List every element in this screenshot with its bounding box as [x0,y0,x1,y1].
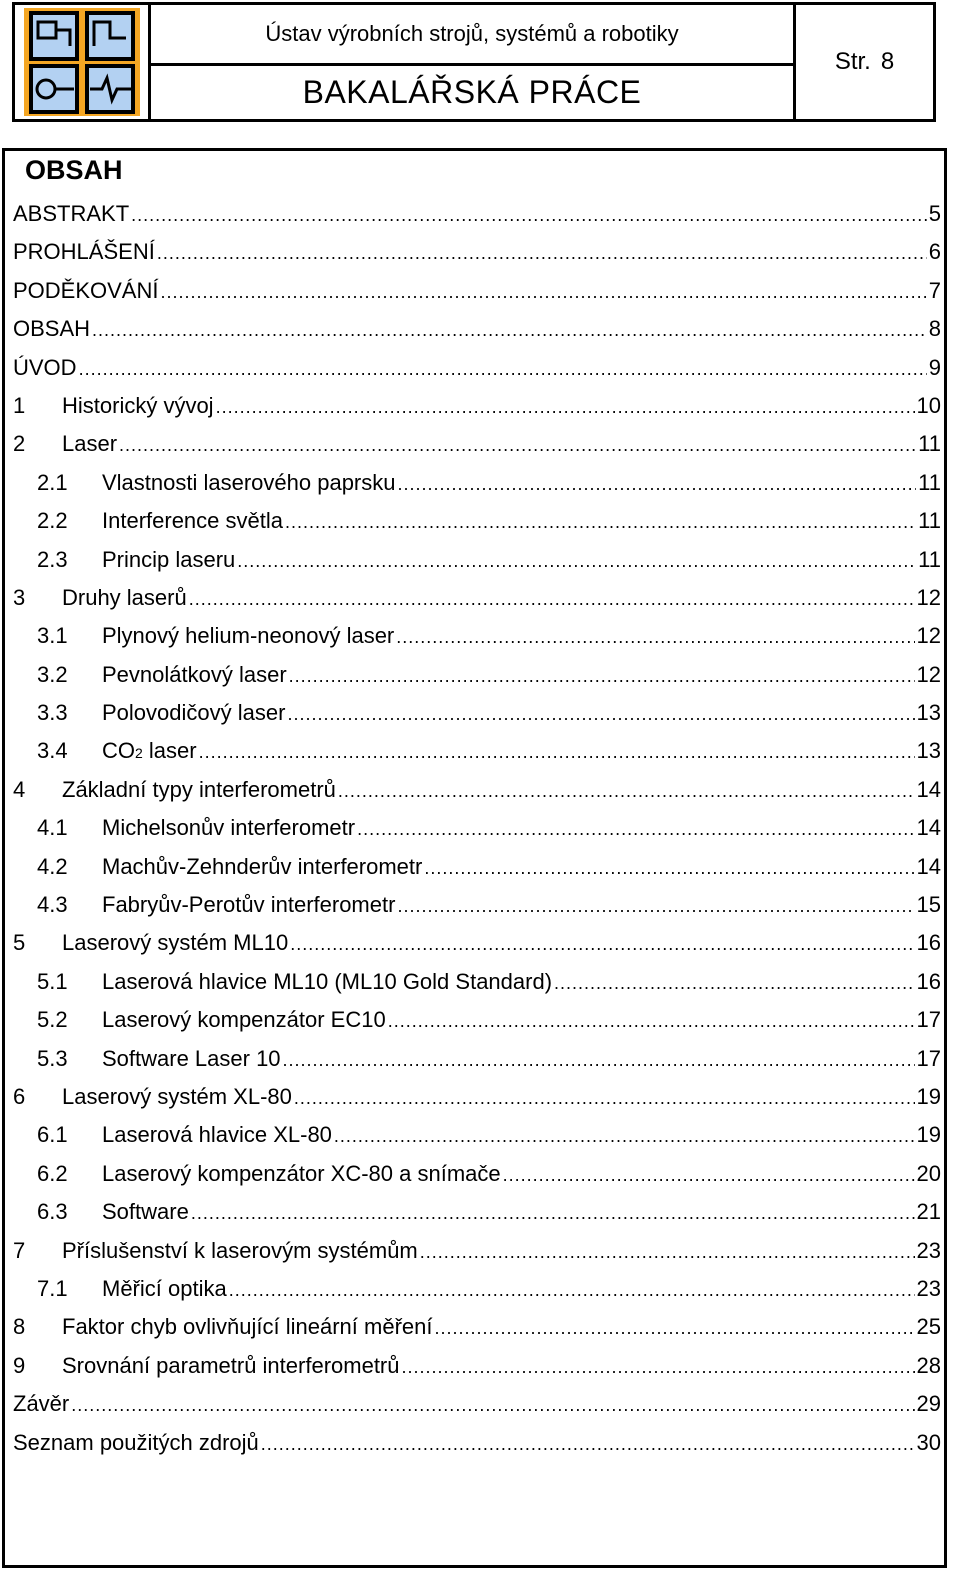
toc-entry-number: 4.1 [37,815,68,841]
toc-entry-page: 11 [918,469,941,495]
toc-entry[interactable] [13,1270,941,1308]
toc-leader-dots [237,541,916,580]
toc-entry-page: 15 [916,892,941,918]
toc-entry[interactable] [13,809,941,847]
toc-leader-dots [229,1270,915,1309]
toc-entry-number: 2.2 [37,508,68,534]
toc-leader-dots [503,1155,915,1194]
content-frame [2,148,947,1568]
toc-entry-page: 14 [916,776,941,802]
toc-entry-number: 2 [13,431,26,457]
toc-entry[interactable] [13,425,941,463]
toc-entry-title: Srovnání parametrů interferometrů [62,1352,400,1378]
toc-entry[interactable] [13,1424,941,1462]
toc-entry-title: Laserový systém ML10 [62,930,289,956]
toc-entry-page: 14 [916,815,941,841]
toc-entry[interactable] [13,195,941,233]
toc-leader-dots [397,886,914,925]
toc-entry-title: Základní typy interferometrů [62,776,336,802]
toc-entry-page: 23 [916,1275,941,1301]
toc-leader-dots [334,1116,915,1155]
toc-entry-page: 6 [928,239,941,265]
toc-entry-page: 19 [916,1083,941,1109]
toc-leader-dots [285,502,916,541]
toc-heading: OBSAH [25,155,123,185]
toc-entry-title: Laserový kompenzátor XC-80 a snímače [102,1160,501,1186]
toc-entry-page: 7 [928,277,941,303]
toc-entry-page: 10 [916,392,941,418]
toc-entry-title: Michelsonův interferometr [102,815,356,841]
toc-entry-number: 1 [13,392,26,418]
toc-entry-title: Laserový systém XL-80 [62,1083,292,1109]
toc-entry-title: Plynový helium-neonový laser [102,623,395,649]
toc-entry[interactable] [13,1001,941,1039]
toc-leader-dots [290,924,914,963]
toc-entry-page: 11 [918,431,941,457]
toc-entry[interactable] [13,617,941,655]
toc-entry-title: Polovodičový laser [102,700,286,726]
toc-entry-number: 3.2 [37,661,68,687]
toc-entry[interactable] [13,694,941,732]
toc-entry-title: Laserový kompenzátor EC10 [102,1007,386,1033]
toc-entry-page: 29 [916,1391,941,1417]
toc-leader-dots [402,1347,915,1386]
toc-entry-title: Měřicí optika [102,1275,227,1301]
page-label: Str. [834,48,871,75]
toc-leader-dots [119,425,916,464]
toc-leader-dots [216,387,915,426]
toc-entry-title: Závěr [13,1391,70,1417]
toc-leader-dots [160,272,926,311]
toc-entry-title: ABSTRAKT [13,201,130,226]
toc-entry[interactable] [13,1232,941,1270]
toc-entry[interactable] [13,1347,941,1385]
toc-leader-dots [157,233,927,272]
toc-entry[interactable] [13,541,941,579]
toc-entry[interactable] [13,1078,941,1116]
toc-entry-page: 12 [916,584,941,610]
page-number: 8 [880,48,895,75]
toc-entry-title: PROHLÁŠENÍ [13,239,155,265]
toc-entry[interactable] [13,848,941,886]
toc-entry-page: 21 [916,1199,941,1225]
toc-leader-dots [554,963,914,1002]
toc-entry-title: Laserová hlavice XL-80 [102,1122,332,1148]
toc-entry[interactable] [13,1040,941,1078]
toc-entry-page: 8 [928,316,941,342]
toc-entry[interactable] [13,1193,941,1231]
toc-entry-title: Seznam použitých zdrojů [13,1429,259,1455]
toc-entry-number: 7 [13,1237,26,1263]
toc-leader-dots [287,694,914,733]
toc-entry-page: 20 [916,1160,941,1186]
toc-entry-number: 5 [13,930,26,956]
toc-entry[interactable] [13,1155,941,1193]
toc-entry[interactable] [13,1385,941,1423]
toc-leader-dots [294,1078,915,1117]
toc-entry-title: Vlastnosti laserového paprsku [102,469,396,495]
toc-entry[interactable] [13,1308,941,1346]
toc-entry-page: 5 [928,201,941,226]
toc-entry[interactable] [13,886,941,924]
toc-entry-number: 7.1 [37,1275,68,1301]
toc-entry-title: ÚVOD [13,354,77,380]
toc-entry-title: CO2 laser [102,738,197,764]
toc-entry[interactable] [13,464,941,502]
toc-entry-page: 30 [916,1429,941,1455]
toc-leader-dots [357,809,914,848]
title-cell [151,5,793,119]
toc-entry-page: 23 [916,1237,941,1263]
toc-leader-dots [283,1040,915,1079]
toc-leader-dots [435,1308,915,1347]
toc-entry[interactable] [13,387,941,425]
institute-logo-icon [24,8,140,116]
logo-cell [15,5,151,119]
toc-leader-dots [189,579,915,618]
toc-entry-title: OBSAH [13,316,91,342]
toc-entry-number: 6.3 [37,1199,68,1225]
toc-entry-page: 13 [916,700,941,726]
toc-entry-title: Interference světla [102,508,283,534]
toc-entry[interactable] [13,963,941,1001]
page-number-cell [793,5,933,119]
toc-entry-number: 5.3 [37,1045,68,1071]
toc-entry-title: Laser [62,431,118,457]
toc-entry-page: 12 [916,661,941,687]
toc-entry-number: 5.2 [37,1007,68,1033]
toc-entry-number: 5.1 [37,968,68,994]
toc-entry-number: 6 [13,1083,26,1109]
toc-entry-number: 4.3 [37,892,68,918]
toc-entry-page: 12 [916,623,941,649]
toc-entry-title: Laserová hlavice ML10 (ML10 Gold Standard) [102,968,553,994]
toc-leader-dots [261,1424,915,1463]
toc-entry-page: 17 [916,1045,941,1071]
toc-entry[interactable] [13,771,941,809]
toc-entry-page: 9 [928,354,941,380]
toc-entry-page: 28 [916,1352,941,1378]
toc-entry-page: 11 [918,546,941,572]
toc-entry[interactable] [13,502,941,540]
toc-entry[interactable] [13,233,941,271]
toc-entry-page: 16 [916,968,941,994]
toc-leader-dots [424,848,914,887]
page-header [12,2,936,122]
toc-entry-number: 6.2 [37,1160,68,1186]
toc-entry[interactable] [13,924,941,962]
toc-entry-page: 25 [916,1314,941,1340]
toc-leader-dots [388,1001,915,1040]
toc-entry[interactable] [13,272,941,310]
toc-entry-title: Historický vývoj [62,392,214,418]
table-of-contents [13,195,941,1462]
toc-entry-title: Fabryův-Perotův interferometr [102,892,396,918]
toc-entry-number: 3.1 [37,623,68,649]
toc-leader-dots [289,656,915,695]
toc-entry-title: Faktor chyb ovlivňující lineární měření [62,1314,433,1340]
toc-entry-title: Machův-Zehnderův interferometr [102,853,423,879]
toc-entry-page: 11 [918,508,941,534]
toc-entry-page: 19 [916,1122,941,1148]
toc-leader-dots [92,310,927,349]
toc-entry-number: 8 [13,1314,26,1340]
toc-entry-number: 2.3 [37,546,68,572]
toc-entry[interactable] [13,579,941,617]
toc-leader-dots [71,1385,914,1424]
toc-entry[interactable] [13,349,941,387]
toc-entry-number: 2.1 [37,469,68,495]
toc-entry-page: 14 [916,853,941,879]
toc-entry-title: Příslušenství k laserovým systémům [62,1237,418,1263]
toc-entry-number: 3.3 [37,700,68,726]
toc-entry-title: Druhy laserů [62,584,187,610]
toc-leader-dots [396,617,914,656]
toc-entry-number: 9 [13,1352,26,1378]
toc-entry-page: 17 [916,1007,941,1033]
toc-leader-dots [338,771,915,810]
toc-leader-dots [191,1193,915,1232]
institute-name: Ústav výrobních strojů, systémů a robotiky [151,5,793,66]
toc-entry-number: 4.2 [37,853,68,879]
toc-entry[interactable] [13,1116,941,1154]
toc-entry-title: Software [102,1199,189,1225]
toc-leader-dots [79,349,927,388]
toc-entry-number: 6.1 [37,1122,68,1148]
toc-entry[interactable] [13,310,941,348]
toc-entry-number: 4 [13,776,26,802]
thesis-type: BAKALÁŘSKÁ PRÁCE [302,74,642,110]
toc-entry-number: 3.4 [37,738,68,764]
toc-entry-title: Princip laseru [102,546,236,572]
toc-entry-title: PODĚKOVÁNÍ [13,277,159,303]
toc-entry[interactable] [13,732,941,770]
toc-entry-page: 16 [916,930,941,956]
toc-leader-dots [420,1232,915,1271]
toc-entry-page: 13 [916,738,941,764]
toc-leader-dots [131,195,927,234]
toc-leader-dots [398,464,917,503]
toc-leader-dots [199,732,915,771]
toc-entry-title: Software Laser 10 [102,1045,281,1071]
toc-entry-number: 3 [13,584,26,610]
toc-entry-title: Pevnolátkový laser [102,661,287,687]
toc-entry[interactable] [13,656,941,694]
